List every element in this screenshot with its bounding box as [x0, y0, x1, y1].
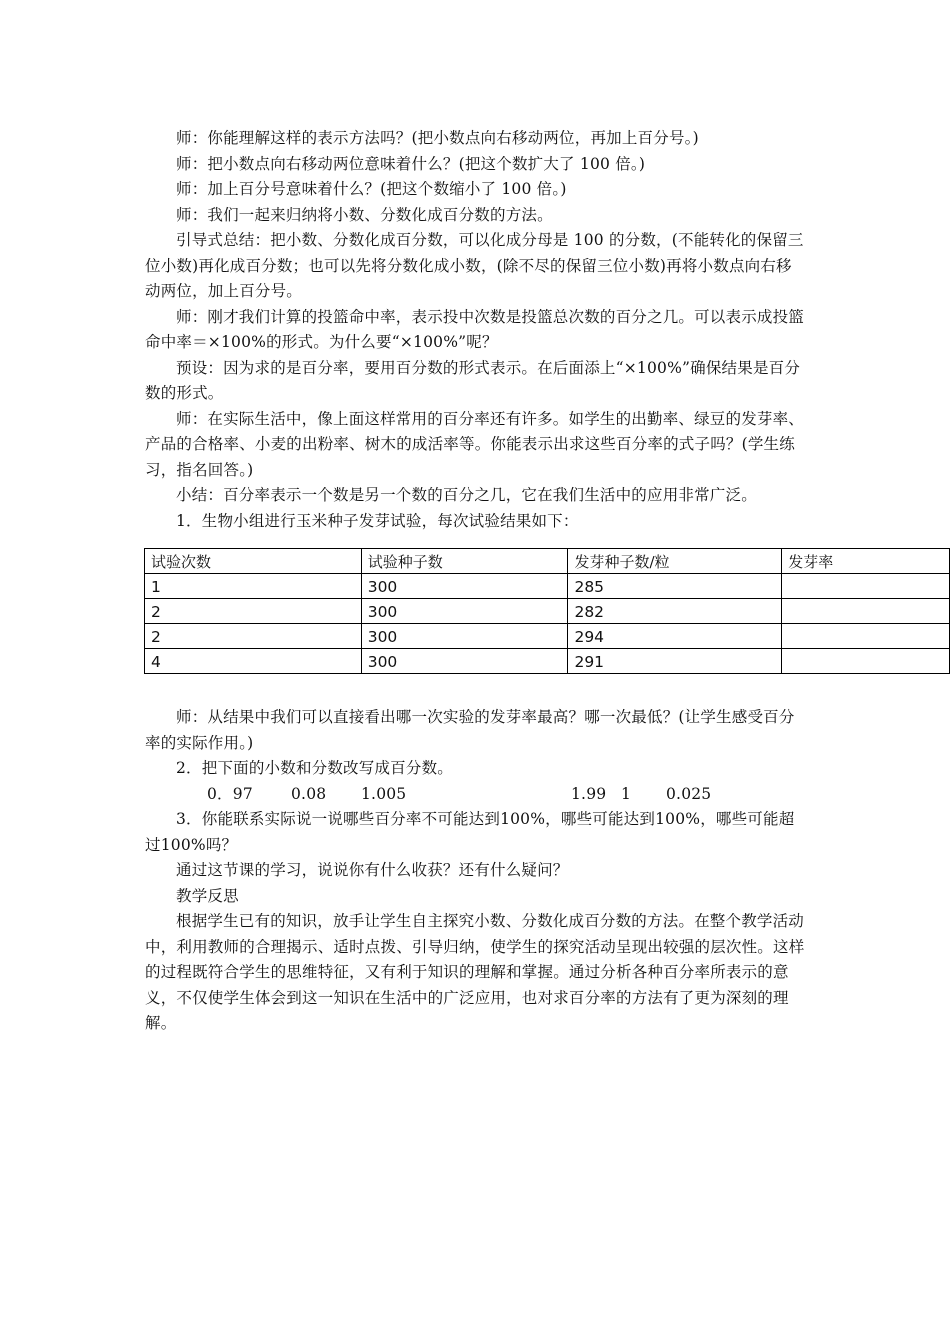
number-item: 0.08: [291, 784, 327, 803]
table-cell: 2: [145, 624, 362, 649]
number-item: 0.025: [666, 784, 712, 803]
table-row: [145, 649, 950, 674]
table-row: [145, 599, 950, 624]
table-row: [145, 624, 950, 649]
table-header-cell: 试验种子数: [361, 549, 568, 574]
paragraph: 引导式总结：把小数、分数化成百分数，可以化成分母是 100 的分数，(不能转化的保留三位小数)再化成百分数；也可以先将分数化成小数，(除不尽的保留三位小数)再将小数点向右移动两位，加上百分号。: [145, 231, 804, 300]
number-item: 0．97: [207, 784, 253, 803]
paragraph: 3．你能联系实际说一说哪些百分率不可能达到100%，哪些可能达到100%，哪些可能超过100%吗？: [145, 810, 795, 854]
table-header-row: [145, 549, 950, 574]
table-cell: [782, 649, 950, 674]
paragraph: 师：刚才我们计算的投篮命中率，表示投中次数是投篮总次数的百分之几。可以表示成投篮命中率＝×100%的形式。为什么要“×100%”呢？: [145, 307, 805, 351]
table-cell: 291: [568, 649, 782, 674]
table-row: [145, 574, 950, 599]
table-cell: 294: [568, 624, 782, 649]
table-cell: 282: [568, 599, 782, 624]
number-item: 1: [621, 784, 632, 803]
paragraph: 师：我们一起来归纳将小数、分数化成百分数的方法。: [176, 205, 553, 224]
paragraph: 师：你能理解这样的表示方法吗？(把小数点向右移动两位，再加上百分号。): [176, 129, 699, 147]
table-cell: 4: [145, 649, 362, 674]
paragraph: 小结：百分率表示一个数是另一个数的百分之几，它在我们生活中的应用非常广泛。: [176, 486, 757, 504]
table-cell: 1: [145, 574, 362, 599]
paragraph: 根据学生已有的知识，放手让学生自主探究小数、分数化成百分数的方法。在整个教学活动中，利用教师的合理揭示、适时点拨、引导归纳，使学生的探究活动呈现出较强的层次性。这样的过程既符合学生的思维特征，又有利于知识的理解和掌握。通过分析各种百分率所表示的意义，不仅使学生体会到这一知识在生活中的广泛应用，也对求百分率的方法有了更为深刻的理解。: [145, 912, 805, 1032]
table-cell: 285: [568, 574, 782, 599]
table-cell: 300: [361, 599, 568, 624]
paragraph: 1．生物小组进行玉米种子发芽试验，每次试验结果如下：: [176, 511, 579, 530]
table-cell: 300: [361, 574, 568, 599]
table-header-cell: 发芽种子数/粒: [568, 549, 782, 574]
table-cell: [782, 574, 950, 599]
table-cell: 300: [361, 649, 568, 674]
paragraph: 师：在实际生活中，像上面这样常用的百分率还有许多。如学生的出勤率、绿豆的发芽率、产品的合格率、小麦的出粉率、树木的成活率等。你能表示出求这些百分率的式子吗？(学生练习，指名回答。): [145, 409, 805, 479]
table-header-cell: 发芽率: [782, 549, 950, 574]
table-header-cell: 试验次数: [145, 549, 362, 574]
section-heading: 教学反思: [176, 886, 239, 905]
table-cell: [782, 599, 950, 624]
paragraph: 2．把下面的小数和分数改写成百分数。: [176, 759, 453, 777]
table-cell: 300: [361, 624, 568, 649]
bottom-text-block: [145, 705, 805, 1037]
table-cell: [782, 624, 950, 649]
number-item: 1.99: [571, 784, 607, 803]
paragraph: 师：从结果中我们可以直接看出哪一次实验的发芽率最高？哪一次最低？(让学生感受百分率的实际作用。): [145, 708, 795, 752]
number-item: 1.005: [361, 784, 407, 803]
germination-table: [144, 548, 950, 674]
table-cell: 2: [145, 599, 362, 624]
paragraph: 师：把小数点向右移动两位意味着什么？(把这个数扩大了 100 倍。): [176, 154, 646, 173]
paragraph: 通过这节课的学习，说说你有什么收获？还有什么疑问？: [176, 861, 569, 879]
paragraph: 预设：因为求的是百分率，要用百分数的形式表示。在后面添上“×100%”确保结果是百分数的形式。: [145, 358, 801, 402]
top-text-block: [145, 126, 805, 534]
numbers-line: [145, 782, 805, 808]
paragraph: 师：加上百分号意味着什么？(把这个数缩小了 100 倍。): [176, 180, 567, 198]
